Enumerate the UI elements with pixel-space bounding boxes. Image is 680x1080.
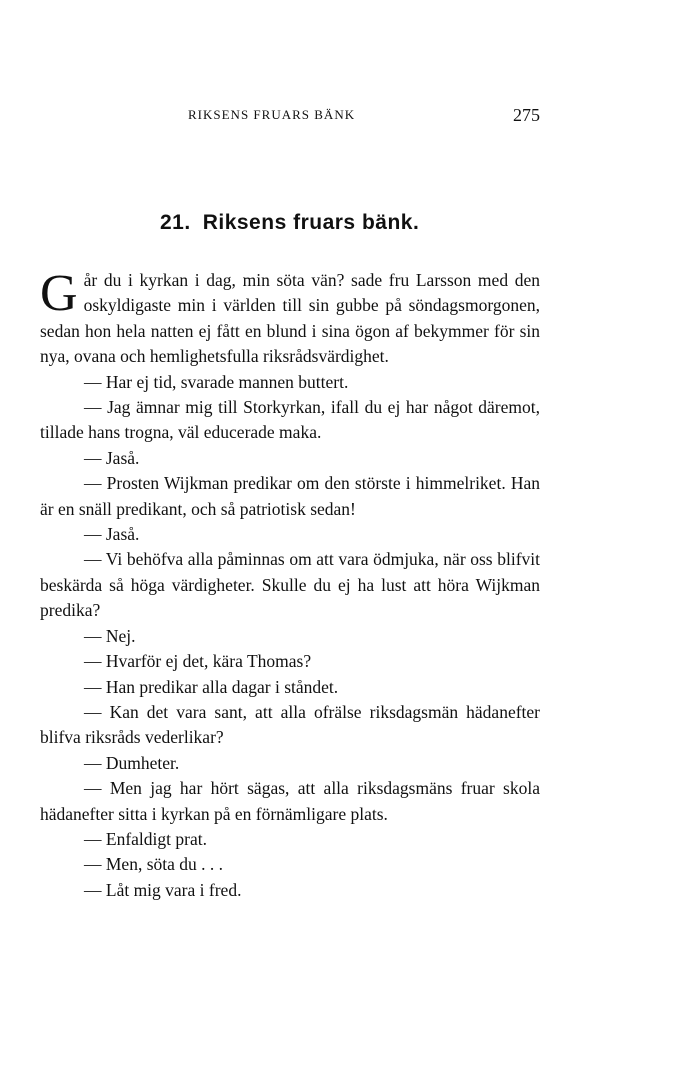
dialogue-line: — Vi behöfva alla påminnas om att vara ödmjuka, när oss blifvit beskärda så höga värdigheter. Skulle du ej ha lust att höra Wijkman predika? xyxy=(40,549,540,621)
dialogue-line: — Jaså. xyxy=(84,524,140,545)
running-head xyxy=(0,103,680,127)
first-paragraph-text: år du i kyrkan i dag, min söta vän? sade fru Larsson med den oskyldigaste min i världen till sin gubbe på söndagsmorgonen, sedan hon hela natten ej fått en blund i sina ögon af bekymmer för sin nya, ovana och hemlighetsfulla riksrådsvärdighet. xyxy=(40,270,540,367)
drop-cap: G xyxy=(40,265,78,322)
dialogue-line: — Jaså. xyxy=(84,447,140,468)
dialogue-line: — Jag ämnar mig till Storkyrkan, ifall du ej har något däremot, tillade hans trogna, väl educerade maka. xyxy=(40,397,540,443)
dialogue-line: — Dumheter. xyxy=(84,752,180,773)
first-paragraph xyxy=(40,265,540,370)
page-number: 275 xyxy=(513,105,540,125)
running-title: RIKSENS FRUARS BÄNK xyxy=(188,107,356,122)
dialogue-line: — Nej. xyxy=(84,625,136,646)
body-text xyxy=(40,265,540,903)
chapter-heading xyxy=(160,208,419,238)
chapter-number: 21. xyxy=(160,211,191,234)
dialogue-line: — Hvarför ej det, kära Thomas? xyxy=(84,651,312,672)
dialogue-line: — Men, söta du . . . xyxy=(84,854,224,875)
dialogue-line: — Han predikar alla dagar i ståndet. xyxy=(84,676,339,697)
dialogue-line: — Prosten Wijkman predikar om den störste i himmelriket. Han är en snäll predikant, och så patriotisk sedan! xyxy=(40,473,540,519)
dialogue-line: — Kan det vara sant, att alla ofrälse riksdagsmän hädanefter blifva riksråds vederlikar? xyxy=(40,701,540,748)
dialogue-line: — Låt mig vara i fred. xyxy=(84,879,242,900)
dialogue-line: — Men jag har hört sägas, att alla riksdagsmäns fruar skola hädanefter sitta i kyrkan på en förnämligare plats. xyxy=(40,778,540,824)
dialogue-line: — Enfaldigt prat. xyxy=(84,828,207,849)
chapter-title: Riksens fruars bänk. xyxy=(202,211,420,234)
dialogue-line: — Har ej tid, svarade mannen buttert. xyxy=(84,371,349,392)
